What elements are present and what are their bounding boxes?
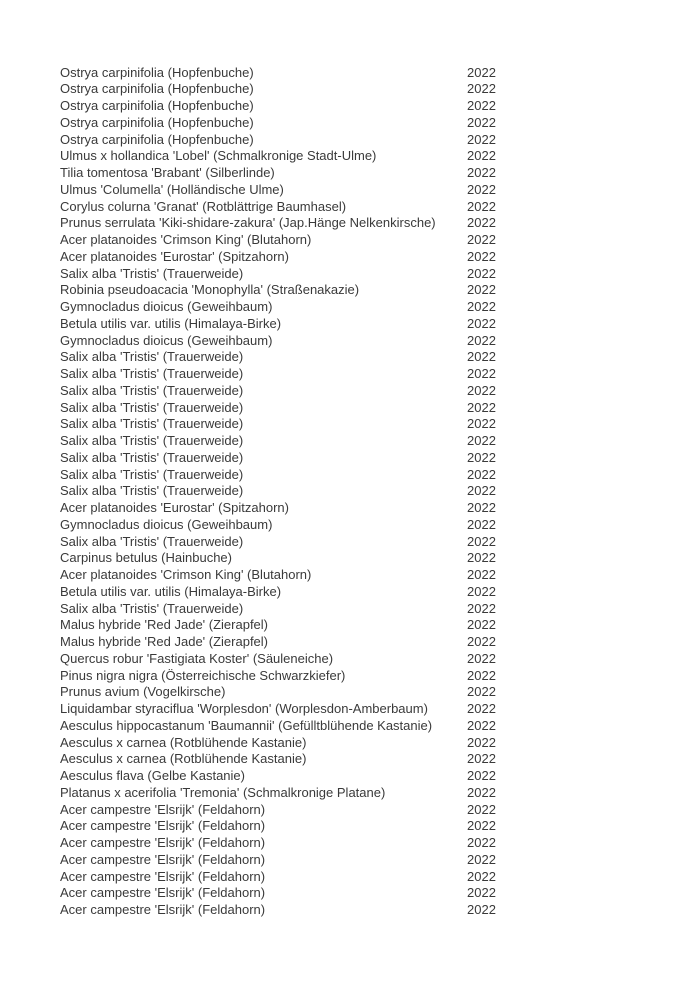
tree-year: 2022 (467, 600, 496, 616)
tree-name: Acer campestre 'Elsrijk' (Feldahorn) (60, 902, 266, 917)
table-row (60, 550, 700, 567)
tree-name: Acer campestre 'Elsrijk' (Feldahorn) (60, 835, 266, 850)
tree-year: 2022 (467, 701, 496, 716)
tree-year: 2022 (467, 433, 496, 448)
tree-name: Gymnocladus dioicus (Geweihbaum) (60, 299, 273, 314)
tree-year: 2022 (467, 215, 496, 231)
tree-year: 2022 (467, 851, 496, 867)
table-row (60, 366, 700, 383)
table-row (60, 634, 700, 651)
tree-name: Quercus robur 'Fastigiata Koster' (Säuleneiche) (60, 650, 334, 666)
table-row (60, 266, 700, 283)
table-row (60, 567, 700, 584)
tree-year: 2022 (467, 399, 496, 415)
tree-name: Gymnocladus dioicus (Geweihbaum) (60, 516, 273, 532)
tree-name: Acer platanoides 'Crimson King' (Blutahorn) (60, 232, 312, 247)
table-row (60, 115, 700, 132)
table-row (60, 835, 700, 852)
tree-name: Salix alba 'Tristis' (Trauerweide) (60, 533, 244, 549)
table-row (60, 701, 700, 718)
table-row (60, 852, 700, 869)
table-row (60, 316, 700, 333)
tree-year: 2022 (467, 835, 496, 850)
table-row (60, 400, 700, 417)
tree-name: Salix alba 'Tristis' (Trauerweide) (60, 416, 244, 432)
tree-year: 2022 (467, 583, 496, 599)
table-row (60, 869, 700, 886)
tree-year: 2022 (467, 332, 496, 348)
tree-name: Salix alba 'Tristis' (Trauerweide) (60, 399, 244, 415)
tree-year: 2022 (467, 265, 496, 281)
table-row (60, 215, 700, 232)
table-row (60, 467, 700, 484)
tree-name: Aesculus x carnea (Rotblühende Kastanie) (60, 751, 307, 767)
tree-name: Ostrya carpinifolia (Hopfenbuche) (60, 114, 254, 130)
table-row (60, 651, 700, 668)
tree-year: 2022 (467, 885, 496, 901)
tree-name: Liquidambar styraciflua 'Worplesdon' (Worplesdon-Amberbaum) (60, 701, 428, 716)
tree-year: 2022 (467, 516, 496, 532)
tree-name: Ostrya carpinifolia (Hopfenbuche) (60, 81, 254, 97)
table-row (60, 65, 700, 82)
tree-year: 2022 (467, 650, 496, 666)
tree-year: 2022 (467, 868, 496, 884)
tree-name: Prunus avium (Vogelkirsche) (60, 684, 226, 700)
table-row (60, 885, 700, 902)
table-row (60, 98, 700, 115)
tree-name: Aesculus hippocastanum 'Baumannii' (Gefülltblühende Kastanie) (60, 717, 433, 733)
tree-year: 2022 (467, 818, 496, 834)
tree-name: Ostrya carpinifolia (Hopfenbuche) (60, 64, 254, 80)
table-row (60, 601, 700, 618)
tree-year: 2022 (467, 533, 496, 549)
tree-year: 2022 (467, 634, 496, 649)
tree-year: 2022 (467, 148, 496, 164)
tree-year: 2022 (467, 299, 496, 314)
tree-name: Salix alba 'Tristis' (Trauerweide) (60, 466, 244, 482)
tree-name: Acer campestre 'Elsrijk' (Feldahorn) (60, 885, 266, 901)
tree-name: Acer campestre 'Elsrijk' (Feldahorn) (60, 851, 266, 867)
tree-year: 2022 (467, 416, 496, 432)
tree-year: 2022 (467, 567, 496, 582)
tree-year: 2022 (467, 768, 496, 783)
table-row (60, 751, 700, 768)
tree-name: Salix alba 'Tristis' (Trauerweide) (60, 382, 244, 398)
tree-name: Ostrya carpinifolia (Hopfenbuche) (60, 131, 254, 147)
tree-name: Malus hybride 'Red Jade' (Zierapfel) (60, 617, 268, 633)
tree-name: Betula utilis var. utilis (Himalaya-Birke) (60, 315, 282, 331)
tree-name: Ulmus x hollandica 'Lobel' (Schmalkronige Stadt-Ulme) (60, 148, 377, 164)
tree-name: Carpinus betulus (Hainbuche) (60, 550, 232, 566)
tree-name: Acer campestre 'Elsrijk' (Feldahorn) (60, 868, 266, 884)
tree-year: 2022 (467, 902, 496, 917)
tree-year: 2022 (467, 784, 496, 800)
table-row (60, 299, 700, 316)
tree-year: 2022 (467, 449, 496, 465)
tree-year: 2022 (467, 684, 496, 700)
tree-year: 2022 (467, 315, 496, 331)
table-row (60, 349, 700, 366)
table-row (60, 282, 700, 299)
tree-year: 2022 (467, 667, 496, 683)
tree-name: Salix alba 'Tristis' (Trauerweide) (60, 433, 244, 448)
tree-name: Corylus colurna 'Granat' (Rotblättrige Baumhasel) (60, 198, 347, 214)
tree-year: 2022 (467, 81, 496, 97)
tree-year: 2022 (467, 500, 496, 515)
table-row (60, 584, 700, 601)
tree-name: Acer campestre 'Elsrijk' (Feldahorn) (60, 801, 266, 817)
tree-year: 2022 (467, 734, 496, 750)
tree-name: Betula utilis var. utilis (Himalaya-Birke) (60, 583, 282, 599)
table-row (60, 517, 700, 534)
tree-year: 2022 (467, 198, 496, 214)
tree-name: Salix alba 'Tristis' (Trauerweide) (60, 449, 244, 465)
table-row (60, 617, 700, 634)
tree-year: 2022 (467, 282, 496, 298)
table-row (60, 818, 700, 835)
table-row (60, 249, 700, 266)
tree-name: Acer campestre 'Elsrijk' (Feldahorn) (60, 818, 266, 834)
table-row (60, 735, 700, 752)
tree-name: Salix alba 'Tristis' (Trauerweide) (60, 483, 244, 499)
tree-name: Salix alba 'Tristis' (Trauerweide) (60, 600, 244, 616)
tree-year: 2022 (467, 64, 496, 80)
tree-name: Ostrya carpinifolia (Hopfenbuche) (60, 98, 254, 113)
tree-name: Malus hybride 'Red Jade' (Zierapfel) (60, 634, 268, 649)
tree-name: Ulmus 'Columella' (Holländische Ulme) (60, 181, 284, 197)
tree-name: Gymnocladus dioicus (Geweihbaum) (60, 332, 273, 348)
tree-year: 2022 (467, 483, 496, 499)
table-row (60, 768, 700, 785)
table-row (60, 668, 700, 685)
table-row (60, 433, 700, 450)
table-row (60, 500, 700, 517)
table-row (60, 785, 700, 802)
tree-year: 2022 (467, 131, 496, 147)
table-row (60, 684, 700, 701)
tree-year: 2022 (467, 349, 496, 365)
tree-year: 2022 (467, 98, 496, 113)
tree-year: 2022 (467, 717, 496, 733)
tree-name: Platanus x acerifolia 'Tremonia' (Schmalkronige Platane) (60, 784, 386, 800)
tree-year: 2022 (467, 165, 496, 180)
tree-name: Tilia tomentosa 'Brabant' (Silberlinde) (60, 165, 275, 180)
tree-year: 2022 (467, 181, 496, 197)
table-row (60, 450, 700, 467)
tree-year: 2022 (467, 382, 496, 398)
table-row (60, 81, 700, 98)
table-row (60, 232, 700, 249)
table-row (60, 416, 700, 433)
table-row (60, 165, 700, 182)
tree-name: Robinia pseudoacacia 'Monophylla' (Straßenakazie) (60, 282, 360, 298)
tree-year: 2022 (467, 232, 496, 247)
tree-name: Salix alba 'Tristis' (Trauerweide) (60, 349, 244, 365)
tree-name: Salix alba 'Tristis' (Trauerweide) (60, 366, 244, 381)
table-row (60, 483, 700, 500)
tree-name: Prunus serrulata 'Kiki-shidare-zakura' (Jap.Hänge Nelkenkirsche) (60, 215, 436, 231)
table-row (60, 802, 700, 819)
tree-name: Acer platanoides 'Eurostar' (Spitzahorn) (60, 500, 289, 515)
table-row (60, 383, 700, 400)
tree-year: 2022 (467, 550, 496, 566)
table-row (60, 718, 700, 735)
tree-year: 2022 (467, 617, 496, 633)
table-row (60, 148, 700, 165)
tree-year: 2022 (467, 248, 496, 264)
table-row (60, 182, 700, 199)
table-row (60, 132, 700, 149)
table-row (60, 199, 700, 216)
tree-list (60, 65, 700, 919)
tree-year: 2022 (467, 751, 496, 767)
tree-name: Acer platanoides 'Crimson King' (Blutahorn) (60, 567, 312, 582)
tree-name: Salix alba 'Tristis' (Trauerweide) (60, 265, 244, 281)
tree-year: 2022 (467, 366, 496, 381)
tree-name: Aesculus flava (Gelbe Kastanie) (60, 768, 245, 783)
table-row (60, 333, 700, 350)
tree-name: Acer platanoides 'Eurostar' (Spitzahorn) (60, 248, 289, 264)
tree-year: 2022 (467, 114, 496, 130)
tree-year: 2022 (467, 801, 496, 817)
tree-name: Pinus nigra nigra (Österreichische Schwarzkiefer) (60, 667, 346, 683)
tree-name: Aesculus x carnea (Rotblühende Kastanie) (60, 734, 307, 750)
table-row (60, 902, 700, 919)
tree-year: 2022 (467, 466, 496, 482)
table-row (60, 534, 700, 551)
